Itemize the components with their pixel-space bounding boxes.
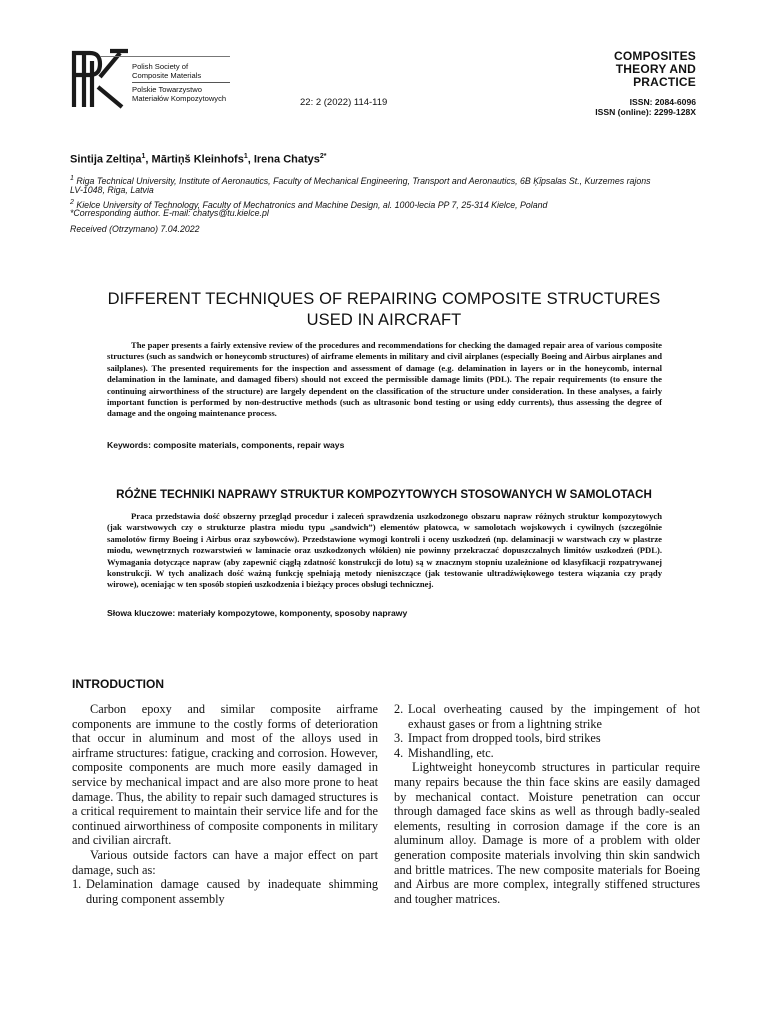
author-affiliation-mark: 1 (141, 153, 146, 160)
list-text: Local overheating caused by the impingement of hot exhaust gases or from a lightning strike (408, 702, 700, 731)
list-number: 2. (394, 702, 404, 716)
list-item (72, 877, 378, 906)
issue-info: 22: 2 (2022) 114-119 (300, 97, 388, 108)
issn-block (595, 97, 696, 117)
issn-online: ISSN (online): 2299-128X (595, 107, 696, 117)
paper-title (70, 289, 698, 331)
received-date: Received (Otrzymano) 7.04.2022 (70, 224, 200, 234)
abstract-en: The paper presents a fairly extensive review of the procedures and recommendations for checking the damaged repair area of various composite structures (such as sandwich or honeycomb structures) of airframe elements in military and civil airplanes (especially Boeing and Airbus airplanes and sailplanes). The presented requirements for the inspection and assessment of damage (e.g. delamination in layers or in the honeycomb, internal delamination in the laminate, and damaged fibers) should not exceed the permissible damage limits (PDL). The repair requirements (to ensure the continuing airworthiness of the structure) are largely dependent on the classification of the structure under consideration. In these analyses, a fairly important function is performed by non-destructive methods (such as ultrasonic bond testing or using eddy currents), thus assessing the degree of damage and the ongoing maintenance process. (107, 340, 662, 419)
affiliation-mark: 2 (70, 199, 74, 206)
list-item (394, 731, 700, 746)
paper-title-line-1: DIFFERENT TECHNIQUES OF REPAIRING COMPOSITE STRUCTURES (107, 290, 661, 308)
paper-title-pl: RÓŻNE TECHNIKI NAPRAWY STRUKTUR KOMPOZYTOWYCH STOSOWANYCH W SAMOLOTACH (116, 488, 652, 501)
list-text: Delamination damage caused by inadequate shimming during component assembly (86, 877, 378, 906)
author-name: , Mārtiņš Kleinhofs (145, 153, 244, 166)
author-name: Sintija Zeltiņa (70, 153, 142, 166)
list-item (394, 746, 700, 761)
keywords-en (107, 440, 344, 450)
logo-divider (100, 56, 230, 57)
journal-name-line-2: THEORY AND (615, 62, 696, 76)
paper-title-line-2: USED IN AIRCRAFT (306, 311, 462, 329)
society-name-pl-2: Materiałów Kompozytowych (132, 94, 227, 103)
society-name-pl-1: Polskie Towarzystwo (132, 85, 202, 94)
section-heading-introduction: INTRODUCTION (72, 677, 164, 691)
keywords-values: materiały kompozytowe, komponenty, sposoby naprawy (175, 608, 408, 618)
society-name-en-1: Polish Society of (132, 62, 189, 71)
abstract-pl: Praca przedstawia dość obszerny przegląd procedur i zaleceń sprawdzenia uszkodzonego obszaru napraw różnych struktur kompozytowych (jak warstwowych czy o strukturze plastra miodu typu „sandwich”) elementów płatowca, w samolotach wojskowych i cywilnych (szczególnie samolotów firmy Boeing i Airbus oraz szybowców). Przedstawione wymogi kontroli i oceny uszkodzeń (np. delaminacji w warstwach czy w plastrze miodu, wewnętrznych rozwarstwień w laminacie oraz uszkodzonych włókien) nie powinny przekraczać dopuszczalnych limitów uszkodzeń (PDL). Wymagania dotyczące napraw (aby zapewnić ciągłą zdatność konstrukcji do lotu) są w znacznym stopniu uzależnione od klasyfikacji rozpatrywanej konstrukcji. W tych analizach dość ważną funkcję spełniają metody nieniszczące (jak testowanie ultradźwiękowego testera wiązania czy prądy wirowe), oceniając w ten sposób stopień uszkodzenia i bieżący proces obsługi technicznej. (107, 511, 662, 590)
list-number: 1. (72, 877, 82, 892)
affiliation-1-continued: LV-1048, Riga, Latvia (70, 185, 154, 195)
paragraph: Various outside factors can have a major effect on part damage, such as: (72, 847, 378, 877)
society-name (132, 62, 230, 103)
issn: ISSN: 2084-6096 (629, 97, 696, 107)
list-text: Impact from dropped tools, bird strikes (408, 731, 601, 746)
author-affiliation-mark: 2* (319, 153, 327, 160)
text-column-left (72, 702, 378, 906)
list-number: 4. (394, 745, 404, 760)
keywords-label: Słowa kluczowe: (107, 608, 176, 618)
author-name: , Irena Chatys (247, 153, 320, 166)
author-list (70, 153, 327, 166)
keywords-values: composite materials, components, repair ways (150, 440, 345, 450)
keywords-pl (107, 608, 407, 618)
society-divider (132, 82, 230, 83)
affiliation-text: Riga Technical University, Institute of Aeronautics, Faculty of Mechanical Engineering, Transport and Aeronautics, 6B Ķīpsalas St., Kurzemes rajons (73, 175, 651, 186)
affiliation-mark: 1 (70, 175, 74, 182)
journal-name-line-3: PRACTICE (633, 75, 696, 89)
list-number: 3. (394, 731, 404, 746)
journal-name-line-1: COMPOSITES (613, 49, 696, 63)
paragraph: Lightweight honeycomb structures in particular require many repairs because the thin face skins are easily damaged by mechanical contact. Moisture penetration can occur through damaged face skins as well as through badly-sealed elements, resulting in corrosion damage if the core is an aluminum alloy. Damage is more of a problem with older generation composite materials involving thin skin sandwich and brittle matrices. The new composite materials for Boeing and Airbus are more complex, integrally stiffened structures and tougher matrices. (394, 760, 700, 906)
society-name-en-2: Composite Materials (132, 71, 202, 80)
text-column-right (394, 702, 700, 906)
affiliation-text: Kielce University of Technology, Faculty of Mechatronics and Machine Design, al. 1000-lecia PP 7, 25-314 Kielce, Poland (73, 199, 548, 210)
list-item (394, 702, 700, 731)
corresponding-author: *Corresponding author. E-mail: chatys@tu.kielce.pl (70, 208, 269, 218)
list-text: Mishandling, etc. (408, 745, 494, 760)
keywords-label: Keywords: (107, 440, 151, 450)
author-affiliation-mark: 1 (243, 153, 248, 160)
journal-name (614, 50, 696, 89)
paragraph: Carbon epoxy and similar composite airframe components are immune to the costly forms of deterioration that occur in aluminum and most of the alloys used in airframe structures: fatigue, cracking and corrosion. However, composite components are much more easily damaged in service by mechanical impact and are also more prone to heat damage. Thus, the ability to repair such damaged structures is a critical requirement to maintain their service life and for the continued airworthiness of composite components in military and civilian aircraft. (72, 702, 378, 848)
